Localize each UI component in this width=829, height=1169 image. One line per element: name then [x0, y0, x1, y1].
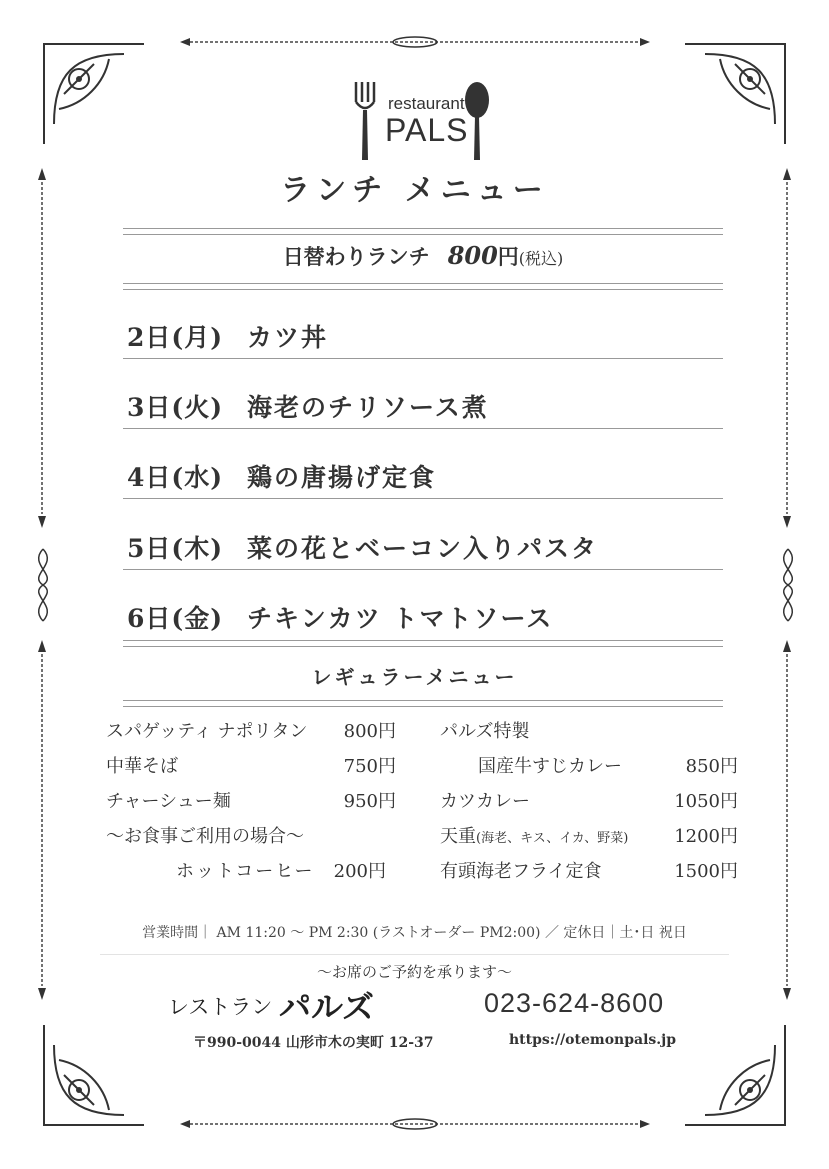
- day-dish: 菜の花とベーコン入りパスタ: [247, 534, 599, 563]
- menu-item-name: チャーシュー麺: [106, 791, 231, 812]
- address: 〒990-0044 山形市木の実町 12-37: [193, 1035, 434, 1051]
- menu-item-price: 1200円: [674, 826, 738, 847]
- menu-item-note: (海老、キス、イカ、野菜): [476, 831, 629, 846]
- left-flourish-icon: [26, 545, 60, 625]
- right-lower-border: [781, 640, 793, 1000]
- reservation-note: ～お席のご予約を承ります～: [316, 963, 512, 981]
- day-dish: 海老のチリソース煮: [247, 393, 489, 422]
- menu-item-name: 有頭海老フライ定食: [440, 861, 602, 882]
- right-flourish-icon: [771, 545, 805, 625]
- corner-ornament-bottom-left-icon: [34, 1015, 154, 1135]
- daily-lunch-price: 800: [447, 241, 498, 270]
- menu-item-price: 800円: [343, 721, 396, 742]
- menu-item-name-text: 天重: [440, 826, 476, 847]
- menu-item-price: 200円: [333, 861, 386, 882]
- top-border-ornament: [180, 36, 650, 48]
- logo-restaurant-text: restaurant: [388, 94, 465, 113]
- bottom-border-ornament: [180, 1118, 650, 1130]
- restaurant-name-prefix: レストラン: [168, 996, 273, 1019]
- business-hours: 営業時間｜ AM 11:20 ～ PM 2:30 (ラストオーダー PM2:00) ／ 定休日｜土･日 祝日: [142, 925, 687, 941]
- day-row: [123, 595, 723, 639]
- corner-ornament-bottom-right-icon: [675, 1015, 795, 1135]
- day-row: [123, 525, 723, 570]
- day-dish: 鶏の唐揚げ定食: [247, 463, 437, 492]
- daily-lunch-yen: 円: [497, 244, 519, 269]
- menu-item-price: 1500円: [674, 861, 738, 882]
- day-row: [123, 454, 723, 499]
- day-date: 3日(火): [127, 393, 224, 422]
- day-date: 5日(木): [127, 534, 224, 563]
- menu-item-name: 中華そば: [106, 756, 178, 777]
- divider: [123, 700, 723, 707]
- restaurant-name: パルズ: [279, 989, 375, 1025]
- day-dish: カツ丼: [247, 323, 329, 352]
- page-title: ランチ メニュー: [280, 173, 549, 208]
- menu-item-price: 850円: [685, 756, 738, 777]
- divider: [123, 283, 723, 290]
- day-row: [123, 314, 723, 359]
- day-date: 4日(水): [127, 463, 224, 492]
- corner-ornament-top-left-icon: [34, 34, 154, 154]
- fork-icon: [350, 80, 380, 162]
- day-date: 2日(月): [127, 323, 224, 352]
- divider: [100, 954, 729, 955]
- left-lower-border: [36, 640, 48, 1000]
- menu-item-name: カツカレー: [440, 791, 530, 812]
- day-date: 6日(金): [127, 604, 224, 633]
- menu-note: ～お食事ご利用の場合～: [106, 826, 304, 847]
- daily-lunch-label: 日替わりランチ: [282, 244, 430, 269]
- daily-lunch-tax: (税込): [518, 249, 564, 268]
- regular-menu-title: レギュラーメニュー: [311, 665, 518, 689]
- phone-number[interactable]: 023-624-8600: [484, 988, 665, 1018]
- menu-item-name: [440, 822, 628, 848]
- menu-item-price: 950円: [343, 791, 396, 812]
- left-upper-border: [36, 168, 48, 528]
- menu-item-price: 1050円: [674, 791, 738, 812]
- logo-pals-text: PALS: [385, 112, 469, 148]
- day-row: [123, 384, 723, 429]
- menu-item-name: スパゲッティ ナポリタン: [106, 721, 308, 742]
- menu-item-name: ホットコーヒー: [176, 861, 315, 882]
- menu-section-label: パルズ特製: [440, 721, 530, 742]
- day-dish: チキンカツ トマトソース: [247, 604, 554, 633]
- divider: [123, 228, 723, 235]
- right-upper-border: [781, 168, 793, 528]
- daily-lunch-heading: [123, 241, 723, 271]
- menu-item-price: 750円: [343, 756, 396, 777]
- corner-ornament-top-right-icon: [675, 34, 795, 154]
- menu-item-name: 国産牛すじカレー: [478, 756, 622, 777]
- website-link[interactable]: https://otemonpals.jp: [509, 1032, 677, 1048]
- divider: [123, 640, 723, 647]
